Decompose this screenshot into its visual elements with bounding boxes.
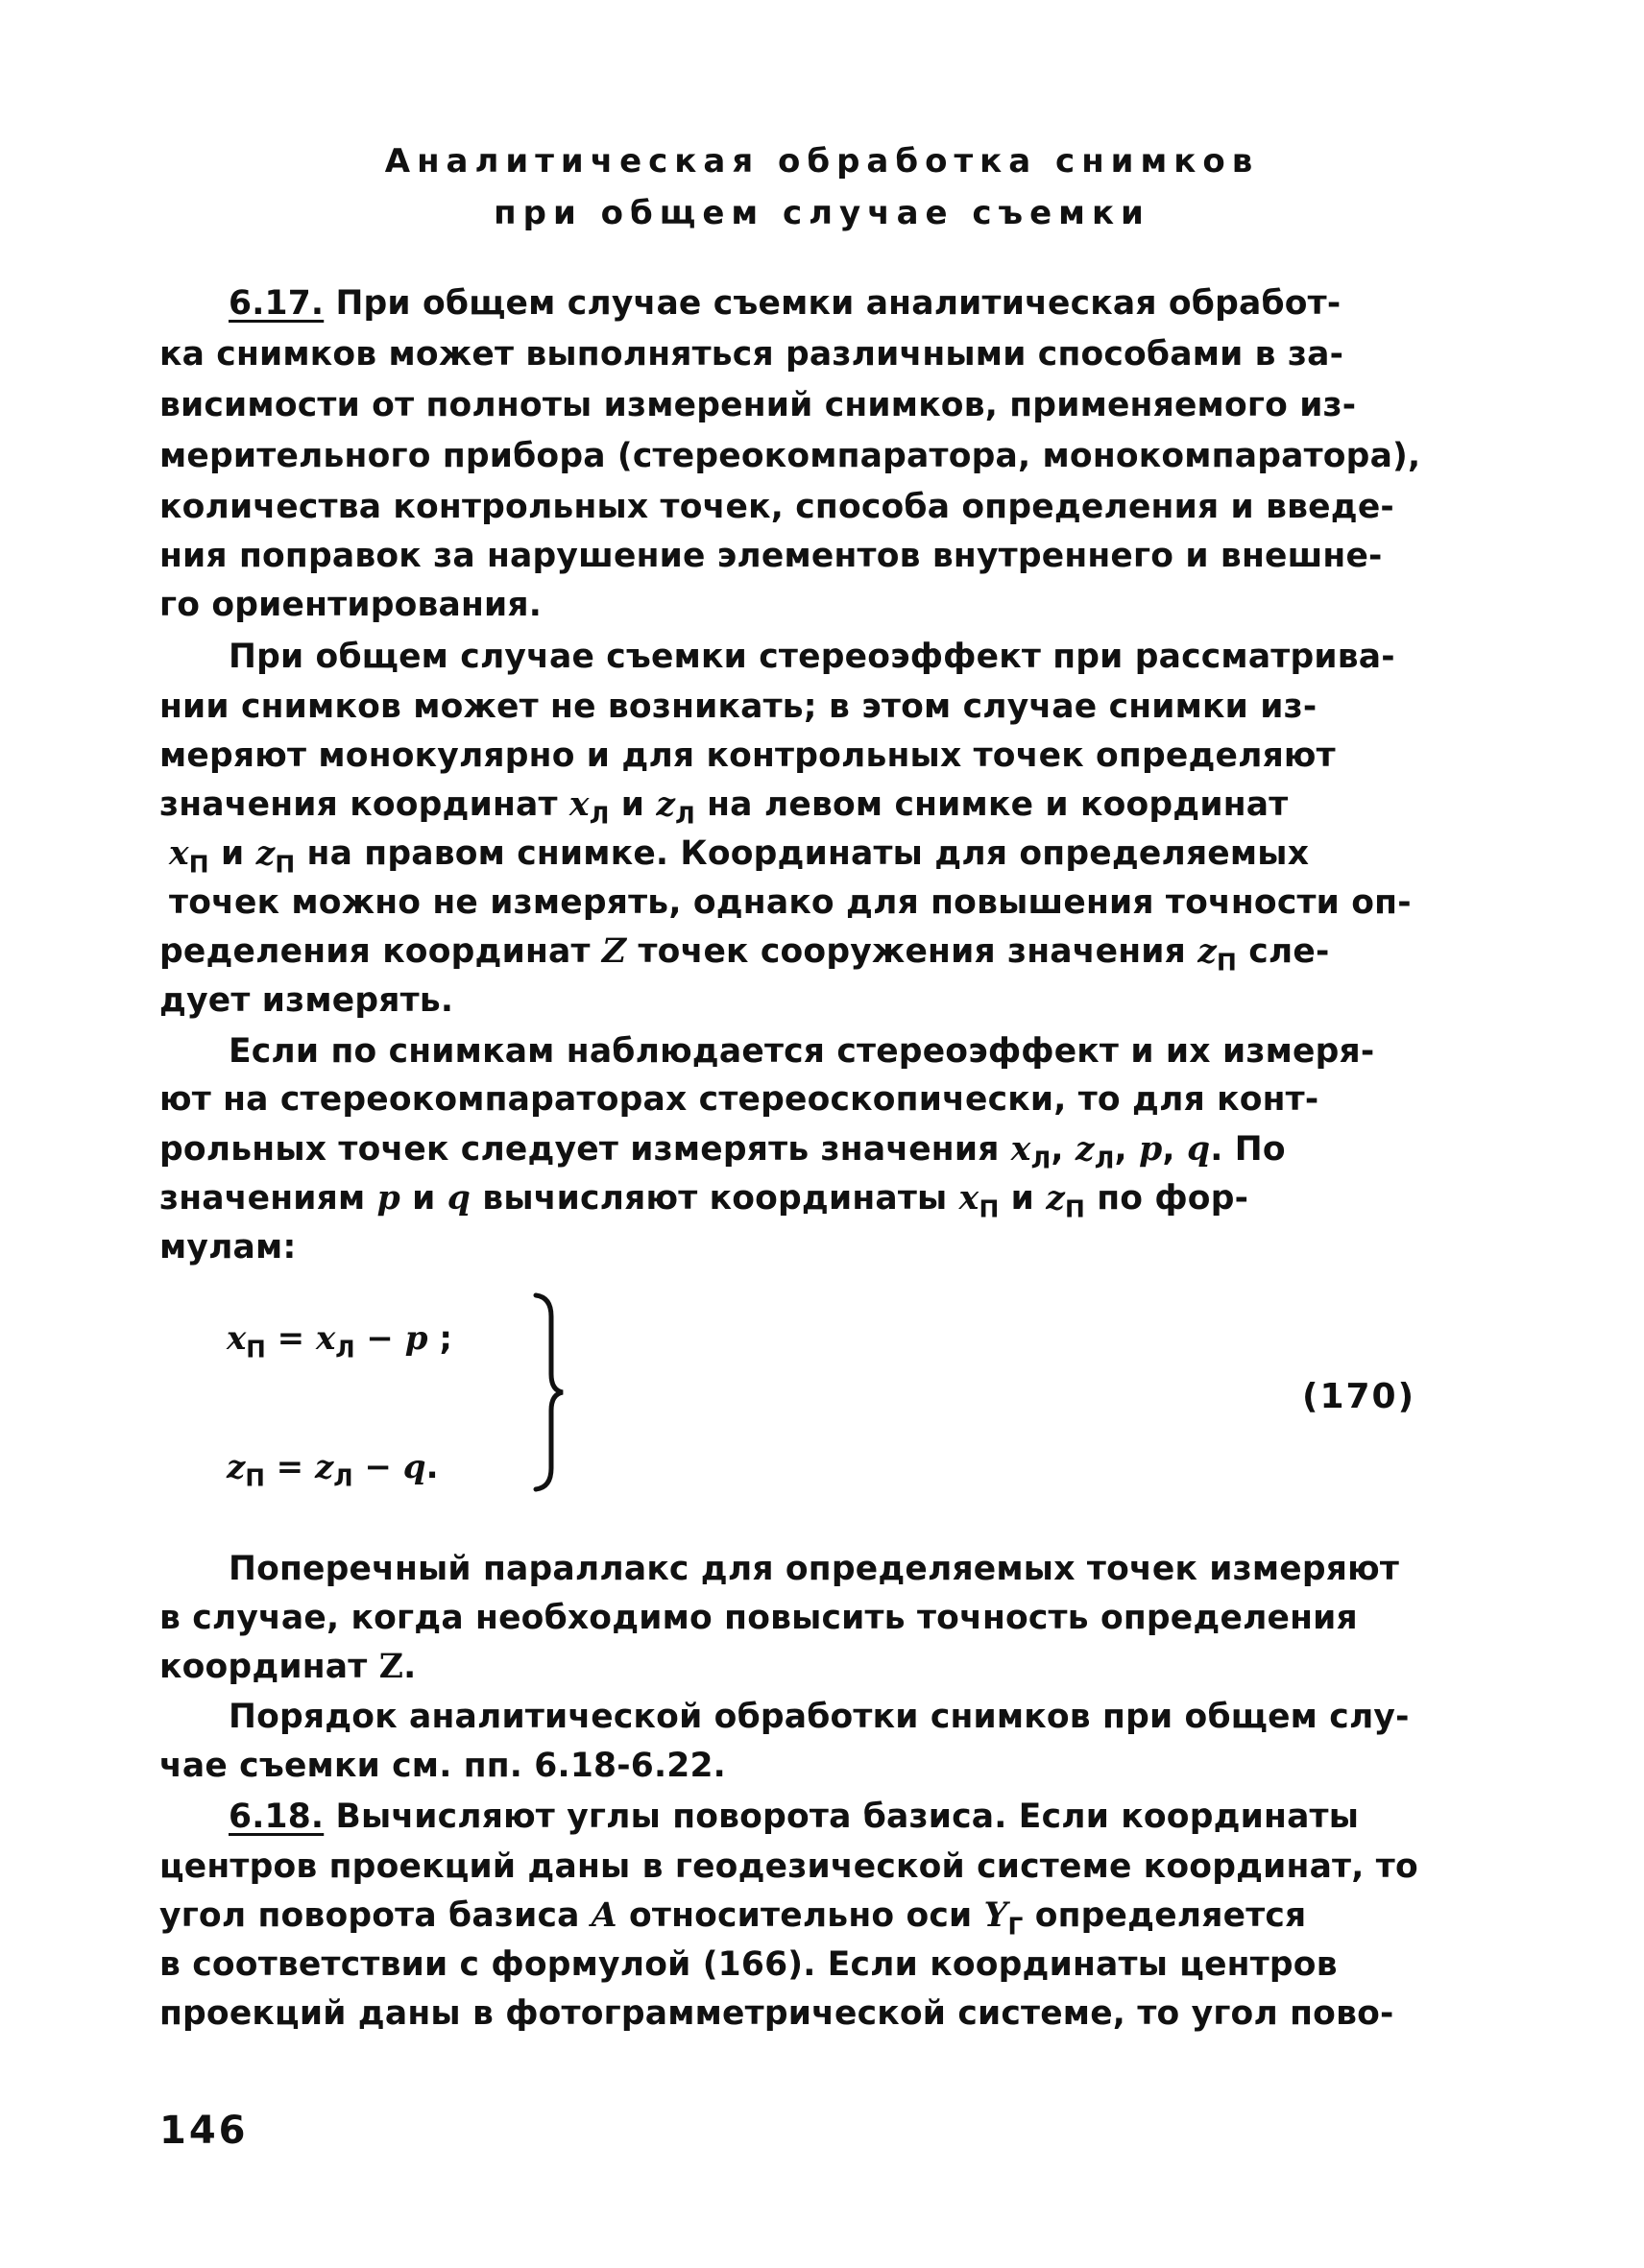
section-title-line-1: Аналитическая обработка снимков bbox=[384, 142, 1260, 181]
section-number-6-17: 6.17. bbox=[229, 284, 325, 323]
symbol-z-l: $z_Л$ bbox=[1075, 1130, 1115, 1174]
page-number: 146 bbox=[159, 2109, 249, 2153]
paragraph-5-line-2: чае съемки см. пп. 6.18-6.22. bbox=[159, 1747, 726, 1785]
paragraph-6-17-line-7: го ориентирования. bbox=[159, 586, 543, 624]
symbol-x-l: $x_Л$ bbox=[568, 785, 610, 830]
text: угол поворота базиса bbox=[159, 1896, 592, 1935]
text: . По bbox=[1210, 1130, 1286, 1169]
equation-1: $x_П = x_Л - p$ ; bbox=[227, 1319, 452, 1363]
section-number-6-18: 6.18. bbox=[229, 1798, 325, 1836]
paragraph-5-line-1: Порядок аналитической обработки снимков при общем слу- bbox=[229, 1698, 1410, 1736]
paragraph-2-line-8: дует измерять. bbox=[159, 981, 454, 1020]
paragraph-2-line-2: нии снимков может не возникать; в этом случае снимки из- bbox=[159, 688, 1318, 726]
symbol-Y-g: $Y_Г$ bbox=[983, 1896, 1024, 1941]
text: координат bbox=[159, 1648, 379, 1686]
text: , bbox=[1051, 1130, 1076, 1169]
paragraph-4-line-3 bbox=[159, 1648, 416, 1686]
paragraph-6-18-line-5: проекций даны в фотограмметрической системе, то угол пово- bbox=[159, 1994, 1394, 2033]
paragraph-6-17-line-1 bbox=[229, 284, 1341, 323]
symbol-q: q bbox=[1186, 1130, 1211, 1169]
paragraph-4-line-1: Поперечный параллакс для определяемых точек измеряют bbox=[229, 1550, 1400, 1588]
paragraph-4-line-2: в случае, когда необходимо повысить точность определения bbox=[159, 1599, 1358, 1637]
equation-2: $z_П = z_Л - q$. bbox=[227, 1448, 439, 1492]
paragraph-2-line-3: меряют монокулярно и для контрольных точек определяют bbox=[159, 736, 1336, 775]
paragraph-2-line-6: точек можно не измерять, однако для повышения точности оп- bbox=[169, 883, 1412, 922]
text: определяется bbox=[1023, 1896, 1307, 1935]
paragraph-6-17-line-4: мерительного прибора (стереокомпаратора, монокомпаратора), bbox=[159, 437, 1421, 475]
paragraph-3-line-1: Если по снимкам наблюдается стереоэффект и их измеря- bbox=[229, 1032, 1375, 1071]
symbol-z-p: $z_П$ bbox=[1046, 1179, 1086, 1223]
text: значениям bbox=[159, 1179, 377, 1218]
paragraph-6-17-line-6: ния поправок за нарушение элементов внутреннего и внешне- bbox=[159, 537, 1383, 575]
text: и bbox=[609, 785, 657, 824]
symbol-A: A bbox=[591, 1896, 617, 1935]
paragraph-2-line-5 bbox=[169, 834, 1309, 879]
text: ределения координат bbox=[159, 932, 602, 971]
text: , bbox=[1162, 1130, 1187, 1169]
symbol-x-p: $x_П$ bbox=[169, 834, 209, 879]
equation-number: (170) bbox=[1302, 1377, 1416, 1416]
symbol-z-l: $z_Л$ bbox=[656, 785, 695, 830]
symbol-z-p: $z_П$ bbox=[255, 834, 296, 879]
symbol-Z: Z bbox=[378, 1648, 404, 1686]
text: , bbox=[1114, 1130, 1140, 1169]
text: точек сооружения значения bbox=[626, 932, 1198, 971]
text: рольных точек следует измерять значения bbox=[159, 1130, 1011, 1169]
text: и bbox=[399, 1179, 447, 1218]
symbol-x-l: $x_Л$ bbox=[1010, 1130, 1052, 1174]
symbol-z-p: $z_П$ bbox=[1197, 932, 1238, 977]
paragraph-3-line-2: ют на стереокомпараторах стереоскопически, то для конт- bbox=[159, 1080, 1319, 1119]
paragraph-6-18-line-4: в соответствии с формулой (166). Если координаты центров bbox=[159, 1945, 1338, 1984]
paragraph-6-18-line-3 bbox=[159, 1896, 1306, 1941]
symbol-q: q bbox=[447, 1179, 471, 1218]
paragraph-3-line-3 bbox=[159, 1130, 1286, 1174]
text: При общем случае съемки аналитическая обработ- bbox=[335, 284, 1342, 323]
text: на правом снимке. Координаты для определяемых bbox=[295, 834, 1310, 873]
paragraph-2-line-7 bbox=[159, 932, 1329, 977]
text: и bbox=[999, 1179, 1047, 1218]
text: на левом снимке и координат bbox=[694, 785, 1289, 824]
text: и bbox=[208, 834, 256, 873]
paragraph-2-line-4 bbox=[159, 785, 1288, 830]
symbol-x-p: $x_П$ bbox=[958, 1179, 1000, 1223]
text: значения координат bbox=[159, 785, 569, 824]
text: . bbox=[403, 1648, 417, 1686]
paragraph-6-18-line-2: центров проекций даны в геодезической системе координат, то bbox=[159, 1847, 1418, 1886]
paragraph-2-line-1: При общем случае съемки стереоэффект при рассматрива- bbox=[229, 638, 1395, 676]
paragraph-6-17-line-3: висимости от полноты измерений снимков, применяемого из- bbox=[159, 386, 1357, 424]
paragraph-6-17-line-2: ка снимков может выполняться различными способами в за- bbox=[159, 335, 1344, 374]
paragraph-3-line-4 bbox=[159, 1179, 1248, 1223]
paragraph-6-17-line-5: количества контрольных точек, способа определения и введе- bbox=[159, 488, 1394, 526]
section-title-line-2: при общем случае съемки bbox=[494, 194, 1150, 232]
text: по фор- bbox=[1085, 1179, 1249, 1218]
text: сле- bbox=[1237, 932, 1330, 971]
symbol-p: p bbox=[376, 1179, 400, 1218]
paragraph-3-line-5: мулам: bbox=[159, 1228, 297, 1267]
text: Вычисляют углы поворота базиса. Если координаты bbox=[324, 1798, 1360, 1836]
text: вычисляют координаты bbox=[471, 1179, 959, 1218]
paragraph-6-18-line-1 bbox=[229, 1798, 1359, 1836]
text: относительно оси bbox=[616, 1896, 984, 1935]
symbol-p: p bbox=[1139, 1130, 1163, 1169]
symbol-Z: Z bbox=[601, 932, 627, 971]
right-brace-icon bbox=[530, 1291, 572, 1493]
